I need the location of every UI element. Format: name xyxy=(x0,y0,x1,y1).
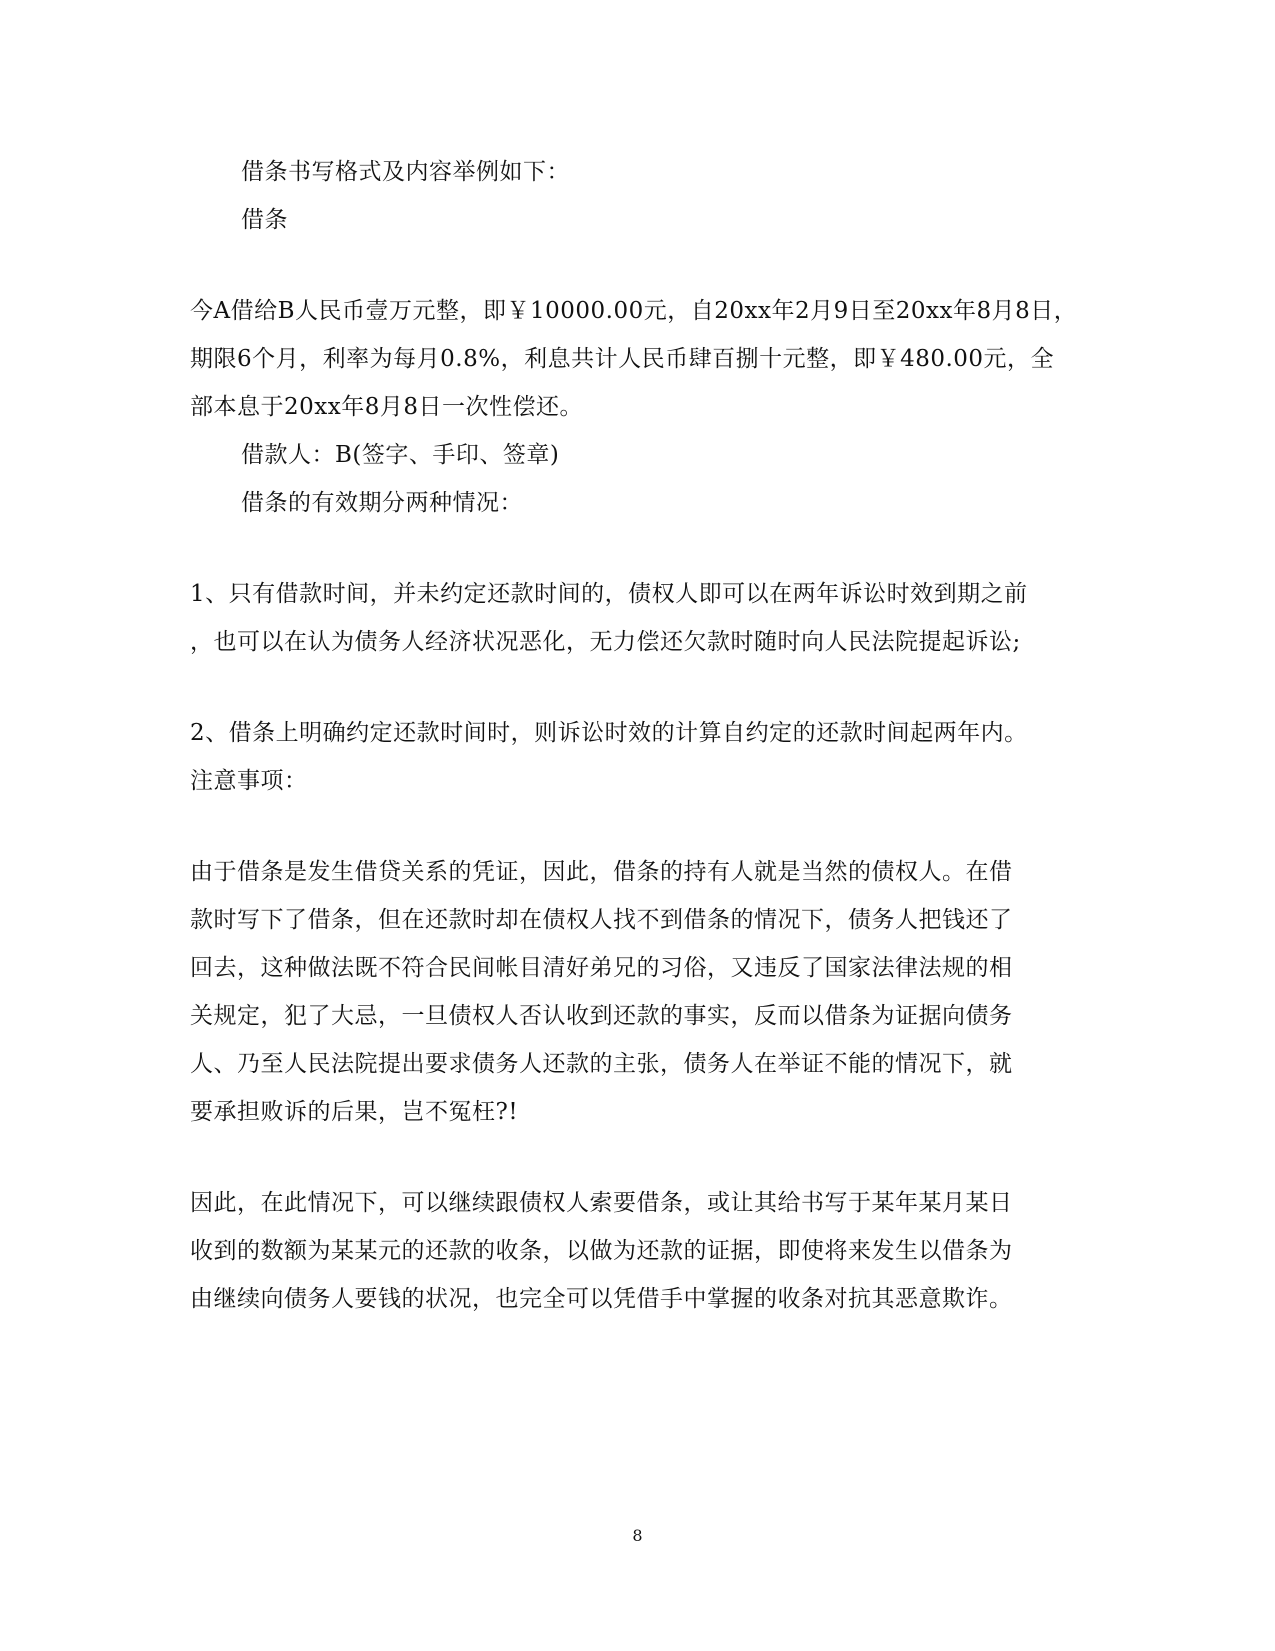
case1-line: ，也可以在认为债务人经济状况恶化，无力偿还欠款时随时向人民法院提起诉讼; xyxy=(190,629,1021,655)
caution-paragraph-line: 人、乃至人民法院提出要求债务人还款的主张，债务人在举证不能的情况下，就 xyxy=(190,1051,1013,1077)
advice-paragraph-line: 收到的数额为某某元的还款的收条，以做为还款的证据，即使将来发生以借条为 xyxy=(190,1238,1013,1264)
caution-paragraph-line: 由于借条是发生借贷关系的凭证，因此，借条的持有人就是当然的债权人。在借 xyxy=(190,859,1013,885)
caution-heading: 注意事项： xyxy=(190,768,308,794)
note-body-line: 期限6个月，利率为每月0.8%，利息共计人民币肆百捌十元整，即￥480.00元，全 xyxy=(190,346,1055,372)
note-title: 借条 xyxy=(241,207,288,233)
validity-heading: 借条的有效期分两种情况： xyxy=(241,490,523,516)
note-body-line: 今A借给B人民币壹万元整，即￥10000.00元，自20xx年2月9日至20xx年8月8日， xyxy=(190,298,1078,324)
caution-paragraph-line: 款时写下了借条，但在还款时却在债权人找不到借条的情况下，债务人把钱还了 xyxy=(190,907,1013,933)
case2-line: 2、借条上明确约定还款时间时，则诉讼时效的计算自约定的还款时间起两年内。 xyxy=(190,720,1028,746)
note-body-line: 部本息于20xx年8月8日一次性偿还。 xyxy=(190,394,583,420)
caution-paragraph-line: 要承担败诉的后果，岂不冤枉?! xyxy=(190,1099,519,1125)
caution-paragraph-line: 回去，这种做法既不符合民间帐目清好弟兄的习俗，又违反了国家法律法规的相 xyxy=(190,955,1013,981)
advice-paragraph-line: 由继续向债务人要钱的状况，也完全可以凭借手中掌握的收条对抗其恶意欺诈。 xyxy=(190,1286,1013,1312)
caution-paragraph-line: 关规定，犯了大忌，一旦债权人否认收到还款的事实，反而以借条为证据向债务 xyxy=(190,1003,1013,1029)
intro-label: 借条书写格式及内容举例如下： xyxy=(241,159,570,185)
advice-paragraph-line: 因此，在此情况下，可以继续跟债权人索要借条，或让其给书写于某年某月某日 xyxy=(190,1190,1013,1216)
case1-line: 1、只有借款时间，并未约定还款时间的，债权人即可以在两年诉讼时效到期之前 xyxy=(190,581,1028,607)
borrower-line: 借款人：B(签字、手印、签章) xyxy=(241,442,560,468)
page-number: 8 xyxy=(632,1526,643,1545)
